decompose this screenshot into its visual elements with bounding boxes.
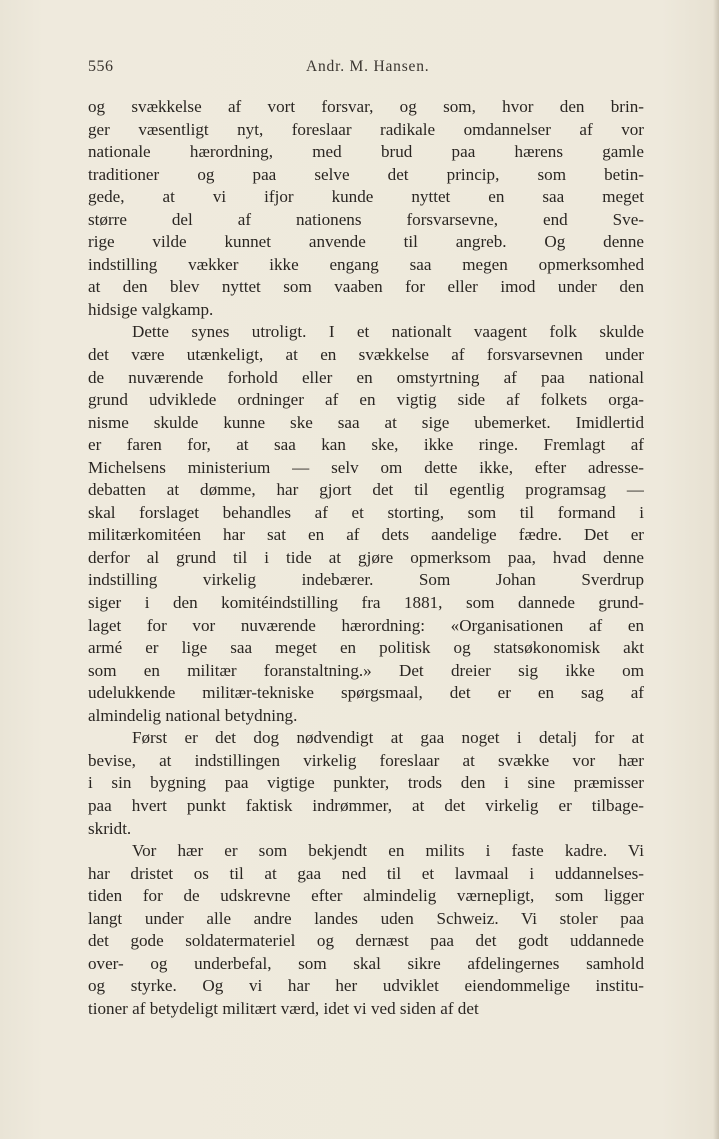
body-text (88, 96, 644, 1020)
text-line: Michelsens ministerium — selv om dette ikke, efter adresse- (88, 457, 644, 477)
text-line: derfor al grund til i tide at gjøre opmerksom paa, hvad denne (88, 547, 644, 567)
text-line: indstilling virkelig indebærer. Som Johan Sverdrup (88, 570, 644, 590)
text-line: siger i den komitéindstilling fra 1881, som dannede grund- (88, 593, 644, 613)
text-line: hidsige valgkamp. (88, 299, 214, 319)
page-number: 556 (88, 58, 114, 75)
page-header (88, 58, 644, 82)
text-line: bevise, at indstillingen virkelig foreslaar at svække vor hær (88, 750, 644, 770)
paragraph (88, 96, 644, 321)
text-line: skal forslaget behandles af et storting, som til formand i (88, 502, 644, 522)
text-line: som en militær foranstaltning.» Det dreier sig ikke om (88, 660, 644, 680)
text-line: ger væsentligt nyt, foreslaar radikale omdannelser af vor (88, 119, 644, 139)
text-line: gede, at vi ifjor kunde nyttet en saa meget (88, 187, 644, 207)
text-line: og styrke. Og vi har her udviklet eiendommelige institu- (88, 976, 644, 996)
text-line: over- og underbefal, som skal sikre afdelingernes samhold (88, 953, 644, 973)
paragraph (88, 840, 644, 1020)
text-line: tioner af betydeligt militært værd, idet vi ved siden af det (88, 998, 479, 1018)
text-line: i sin bygning paa vigtige punkter, trods den i sine præmisser (88, 773, 644, 793)
text-line: rige vilde kunnet anvende til angreb. Og denne (88, 232, 644, 252)
text-line: er faren for, at saa kan ske, ikke ringe. Fremlagt af (88, 435, 644, 455)
text-line: traditioner og paa selve det princip, som betin- (88, 164, 644, 184)
page-edge-shadow (713, 0, 719, 1139)
text-line: nationale hærordning, med brud paa hærens gamle (88, 142, 644, 162)
text-line: grund udviklede ordninger af en vigtig side af folkets orga- (88, 390, 644, 410)
text-line: Dette synes utroligt. I et nationalt vaagent folk skulde (132, 322, 644, 342)
text-line: tiden for de udskrevne efter almindelig værnepligt, som ligger (88, 886, 644, 906)
text-line: større del af nationens forsvarsevne, end Sve- (88, 209, 644, 229)
text-line: det være utænkeligt, at en svækkelse af forsvarsevnen under (88, 345, 644, 365)
text-line: indstilling vækker ikke engang saa megen opmerksomhed (88, 254, 644, 274)
text-line: har dristet os til at gaa ned til et lavmaal i uddannelses- (88, 863, 644, 883)
paragraph (88, 727, 644, 840)
text-line: langt under alle andre landes uden Schweiz. Vi stoler paa (88, 908, 644, 928)
text-line: de nuværende forhold eller en omstyrtning af paa national (88, 367, 644, 387)
text-line: Vor hær er som bekjendt en milits i faste kadre. Vi (132, 841, 644, 861)
text-line: debatten at dømme, har gjort det til egentlig programsag — (88, 480, 644, 500)
text-line: udelukkende militær-tekniske spørgsmaal, det er en sag af (88, 683, 644, 703)
text-line: armé er lige saa meget en politisk og statsøkonomisk akt (88, 638, 644, 658)
text-line: paa hvert punkt faktisk indrømmer, at det virkelig er tilbage- (88, 795, 644, 815)
text-line: skridt. (88, 818, 132, 838)
text-line: og svækkelse af vort forsvar, og som, hvor den brin- (88, 97, 644, 116)
running-head: Andr. M. Hansen. (306, 58, 430, 75)
text-line: nisme skulde kunne ske saa at sige ubemerket. Imidlertid (88, 412, 644, 432)
text-line: Først er det dog nødvendigt at gaa noget i detalj for at (132, 728, 644, 748)
text-line: det gode soldatermateriel og dernæst paa det godt uddannede (88, 931, 644, 951)
text-line: laget for vor nuværende hærordning: «Organisationen af en (88, 615, 644, 635)
text-line: almindelig national betydning. (88, 705, 298, 725)
text-line: militærkomitéen har sat en af dets aandelige fædre. Det er (88, 525, 644, 545)
text-line: at den blev nyttet som vaaben for eller imod under den (88, 277, 644, 297)
paragraph (88, 321, 644, 727)
